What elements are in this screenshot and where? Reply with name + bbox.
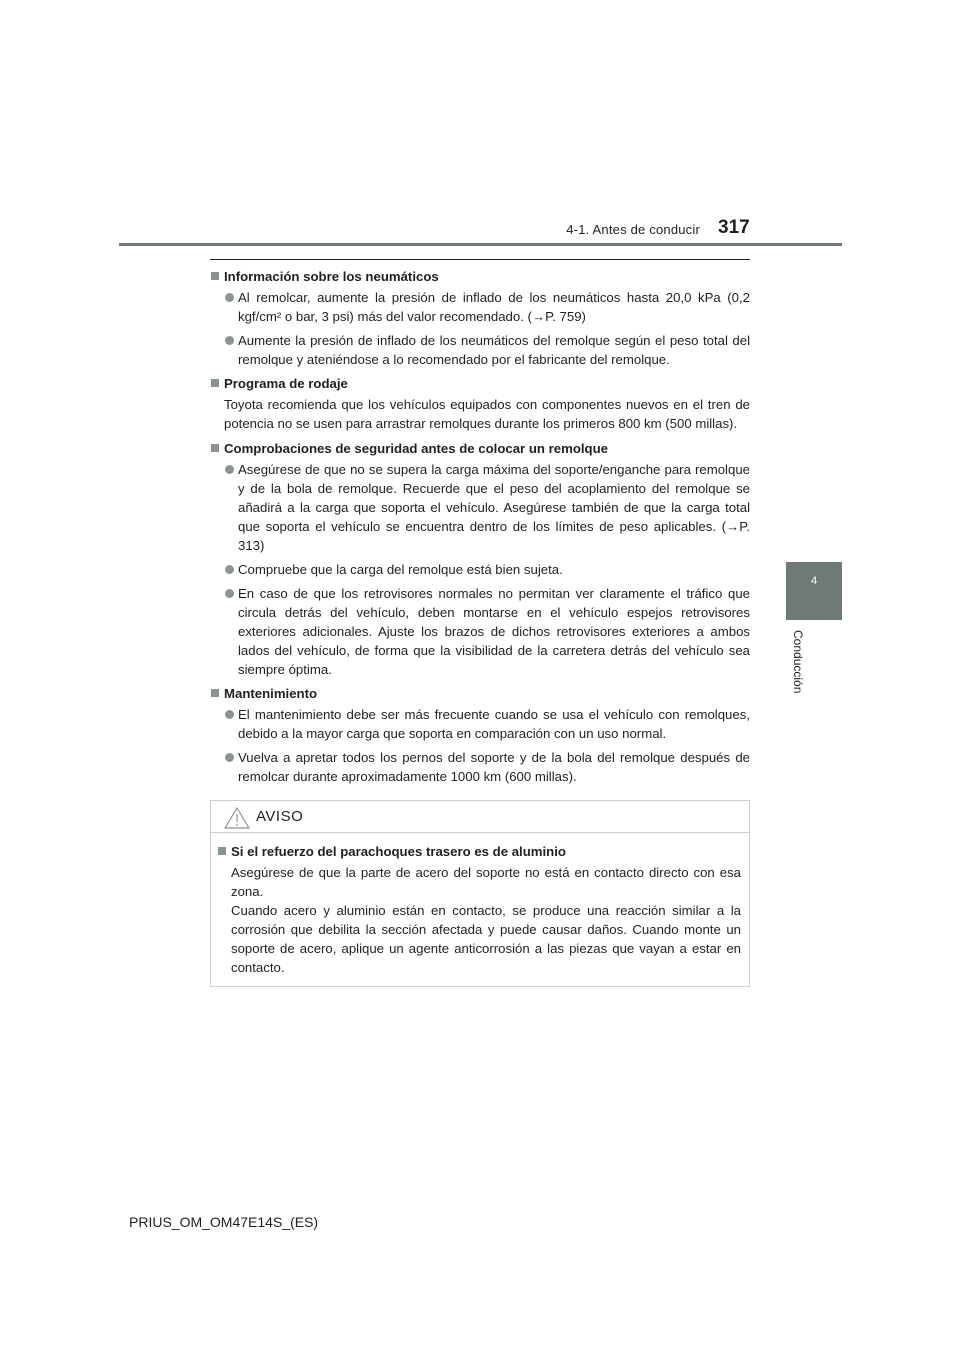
square-bullet-icon	[211, 379, 219, 387]
document-code: PRIUS_OM_OM47E14S_(ES)	[129, 1214, 319, 1230]
list-item: Compruebe que la carga del remolque está bien sujeta.	[210, 560, 750, 579]
warning-header	[211, 801, 749, 833]
list-item: En caso de que los retrovisores normales no permitan ver claramente el tráfico que circula detrás del vehículo, deben montarse en el vehículo espejos retrovisores exteriores adicionales. Ajuste los brazos de dichos retrovisores exteriores a ambos lados del vehículo, de forma que la visibilidad de la carretera detrás del vehículo sea siempre óptima.	[210, 584, 750, 679]
section-heading-tires: Información sobre los neumáticos	[210, 267, 750, 286]
round-bullet-icon	[225, 565, 234, 574]
warning-body	[217, 842, 741, 977]
round-bullet-icon	[225, 710, 234, 719]
square-bullet-icon	[218, 847, 226, 855]
round-bullet-icon	[225, 753, 234, 762]
list-item: Vuelva a apretar todos los pernos del soporte y de la bola del remolque después de remolcar durante aproximadamente 1000 km (600 millas).	[210, 748, 750, 786]
header-section-title: 4-1. Antes de conducir	[566, 222, 700, 237]
warning-title: AVISO	[256, 808, 304, 825]
warning-box	[210, 800, 750, 987]
page-number: 317	[718, 217, 750, 238]
header-divider	[119, 243, 842, 246]
square-bullet-icon	[211, 272, 219, 280]
list-item: El mantenimiento debe ser más frecuente cuando se usa el vehículo con remolques, debido a la mayor carga que soporta en comparación con un uso normal.	[210, 705, 750, 743]
content-top-rule	[210, 259, 750, 260]
round-bullet-icon	[225, 589, 234, 598]
list-item: Aumente la presión de inflado de los neumáticos del remolque según el peso total del remolque y ateniéndose a lo recomendado por el fabricante del remolque.	[210, 331, 750, 369]
list-item: Al remolcar, aumente la presión de inflado de los neumáticos hasta 20,0 kPa (0,2 kgf/cm² o bar, 3 psi) más del valor recomendado. (→P. 759)	[210, 288, 750, 326]
round-bullet-icon	[225, 293, 234, 302]
list-item: Asegúrese de que no se supera la carga máxima del soporte/enganche para remolque y de la bola de remolque. Recuerde que el peso del acoplamiento del remolque se añadirá a la carga que soporta el vehículo. Asegúrese también de que la carga total que soporta el vehículo se encuentra dentro de los límites de peso aplicables. (→P. 313)	[210, 460, 750, 555]
square-bullet-icon	[211, 689, 219, 697]
square-bullet-icon	[211, 444, 219, 452]
chapter-number: 4	[810, 575, 818, 587]
chapter-label: Conducción	[791, 630, 805, 694]
warning-heading: Si el refuerzo del parachoques trasero es de aluminio	[217, 842, 741, 861]
round-bullet-icon	[225, 465, 234, 474]
section-paragraph: Toyota recomienda que los vehículos equipados con componentes nuevos en el tren de potencia no se usen para arrastrar remolques durante los primeros 800 km (500 millas).	[224, 397, 750, 431]
warning-text: Asegúrese de que la parte de acero del soporte no está en contacto directo con esa zona.	[231, 865, 741, 899]
round-bullet-icon	[225, 336, 234, 345]
chapter-label-wrap	[789, 630, 809, 710]
section-heading-break-in: Programa de rodaje	[210, 374, 750, 393]
warning-text: Cuando acero y aluminio están en contacto, se produce una reacción similar a la corrosión que debilita la sección afectada y puede causar daños. Cuando monte un soporte de acero, aplique un agente anticorrosión a las piezas que vayan a estar en contacto.	[231, 903, 741, 975]
warning-triangle-icon	[224, 807, 250, 829]
section-heading-safety-checks: Comprobaciones de seguridad antes de colocar un remolque	[210, 439, 750, 458]
main-content	[210, 267, 750, 791]
section-heading-maintenance: Mantenimiento	[210, 684, 750, 703]
chapter-tab	[786, 562, 842, 620]
